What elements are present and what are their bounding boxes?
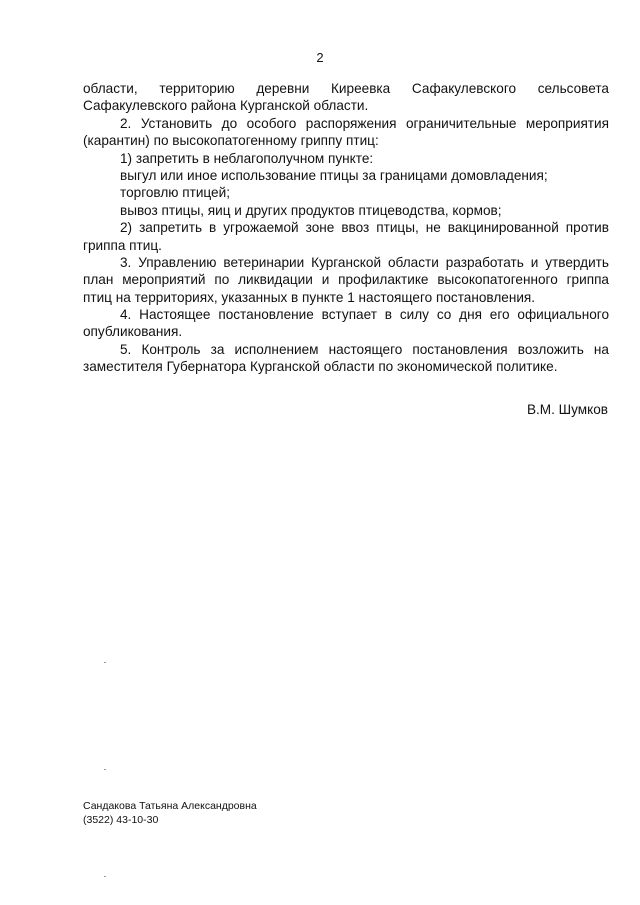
- body-line: 5. Контроль за исполнением настоящего постановления возложить на: [120, 341, 609, 357]
- executor-contact: [83, 800, 257, 827]
- executor-phone: (3522) 43-10-30: [83, 813, 159, 826]
- body-line: области, территорию деревни Киреевка Сафакулевского сельсовета: [83, 81, 609, 96]
- body-line: 1) запретить в неблагополучном пункте:: [120, 150, 374, 166]
- executor-name: Сандакова Татьяна Александровна: [83, 800, 257, 812]
- body-line: 3. Управлению ветеринарии Курганской области разработать и утвердить: [120, 254, 609, 270]
- body-line: заместителя Губернатора Курганской области по экономической политике.: [83, 359, 558, 375]
- body-line: 2. Установить до особого распоряжения ограничительные мероприятия: [120, 115, 609, 131]
- body-line: торговлю птицей;: [120, 185, 230, 201]
- body-line: выгул или иное использование птицы за границами домовладения;: [120, 167, 548, 183]
- body-line: гриппа птиц.: [83, 237, 162, 253]
- scan-speck: [104, 876, 106, 877]
- page-number: 2: [316, 50, 324, 65]
- signature-name: В.М. Шумков: [526, 402, 608, 417]
- body-line: опубликования.: [83, 324, 183, 340]
- document-body: [83, 80, 609, 376]
- body-line: (карантин) по высокопатогенному гриппу птиц:: [83, 133, 379, 149]
- body-line: план мероприятий по ликвидации и профилактике высокопатогенного гриппа: [83, 272, 609, 288]
- body-line: 4. Настоящее постановление вступает в силу со дня его официального: [120, 307, 609, 323]
- body-line: 2) запретить в угрожаемой зоне ввоз птицы, не вакцинированной против: [120, 220, 609, 236]
- scan-speck: [104, 662, 106, 663]
- body-line: вывоз птицы, яиц и других продуктов птицеводства, кормов;: [120, 202, 502, 218]
- body-line: птиц на территориях, указанных в пункте 1 настоящего постановления.: [83, 289, 536, 305]
- scan-speck: [104, 769, 106, 770]
- body-line: Сафакулевского района Курганской области.: [83, 98, 369, 114]
